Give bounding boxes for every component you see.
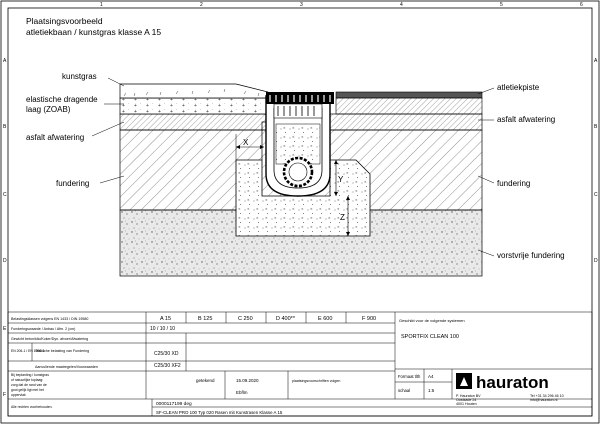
drainage-channel — [266, 92, 334, 196]
date-label: getekend — [196, 378, 215, 383]
hauraton-logo — [456, 373, 549, 392]
frame-row-b-right: B — [594, 124, 598, 130]
frame-row-e: E — [3, 326, 7, 332]
company-contact-1: Tel +31 34 296 46 10 — [530, 394, 564, 398]
footer-note-2: plaatsingsvoorschriften volgen — [292, 379, 341, 383]
frame-row-a-right: A — [594, 58, 598, 64]
class-f900: F 900 — [362, 316, 377, 322]
company-contact-2: info@hauraton.nl — [530, 398, 558, 402]
tb-row-3: Gewicht beton/kilo/Koker/Dyn. afvoer/Afwatering — [11, 337, 89, 341]
label-asfalt-left: asfalt afwatering — [26, 133, 85, 142]
drawn-by: Ebflm — [236, 390, 248, 395]
class-c250: C 250 — [238, 316, 253, 322]
suitable-label: Geschikt voor de volgende systemen — [399, 318, 465, 323]
label-kunstgras: kunstgras — [62, 72, 97, 81]
tb-row-5: Aanvullende maatregelen/Voorwaarden — [35, 365, 98, 369]
format-value: A4 — [428, 374, 434, 379]
tb-code-1: EN 206-1 / EN 1992-2 — [11, 349, 45, 353]
frame-row-d: D — [3, 258, 7, 264]
class-a15: A 15 — [160, 316, 172, 322]
concrete-1: C25/30 XD — [154, 351, 179, 357]
doc-number: 0000117199 deg — [156, 402, 192, 407]
class-d400: D 400** — [276, 316, 295, 322]
cross-section — [120, 84, 482, 276]
concrete-2: C25/30 XF2 — [154, 363, 181, 369]
company-addr-2: Oostkade 24 — [456, 398, 477, 402]
label-elastic-2: laag (ZOAB) — [26, 105, 71, 114]
frame-col-1: 1 — [100, 2, 103, 8]
tb-row-1: Belastingsklassen volgens EN 1433 / DIN 19580 — [11, 317, 89, 321]
tb-row-4: Statische belasting van Fundering — [35, 349, 90, 353]
frame-row-f: F — [3, 392, 7, 398]
format-label: Formaat tlth — [398, 374, 421, 379]
scale-value: 1:5 — [428, 388, 435, 393]
title-block — [8, 312, 592, 416]
footer-note-1: Alle rechten voorbehouden. — [11, 405, 53, 409]
frame-row-c: C — [3, 192, 7, 198]
frame-col-4: 4 — [400, 2, 403, 8]
dim-z-label: Z — [340, 213, 345, 222]
system-name: SPORTFIX CLEAN 100 — [401, 334, 459, 340]
company-addr-1: P. Hauraton BV — [456, 394, 481, 398]
label-fundering-right: fundering — [497, 179, 531, 188]
track-base — [336, 98, 482, 114]
note-2: of natuurlijke toplaag: — [11, 378, 44, 382]
frame-col-2: 2 — [200, 2, 203, 8]
brand-name: hauraton — [476, 373, 549, 392]
label-fundering-left: fundering — [56, 179, 90, 188]
class-e600: E 600 — [318, 316, 333, 322]
title-line-1: Plaatsingsvoorbeeld — [26, 16, 103, 26]
doc-title: SF-CLEAN PRO 100 Typ 020 Rasen mit Kunstrasen Klasse A 15 — [156, 410, 283, 415]
athletic-track-surface — [336, 92, 482, 98]
frame-row-d-right: D — [594, 258, 598, 264]
label-atletiekpiste: atletiekpiste — [497, 83, 540, 92]
dim-values: 10 / 10 / 10 — [150, 326, 176, 332]
note-3: zorg dat de rand van de — [11, 383, 47, 387]
class-b125: B 125 — [198, 316, 213, 322]
dim-y-label: Y — [338, 175, 344, 184]
note-4: goot gelijk ligt met het — [11, 388, 44, 392]
note-5: oppervlak — [11, 393, 26, 397]
company-addr-3: 4001 Houten — [456, 402, 477, 406]
label-vorstvrij: vorstvrije fundering — [497, 251, 565, 260]
frame-col-3: 3 — [300, 2, 303, 8]
frame-row-c-right: C — [594, 192, 598, 198]
frame-row-b: B — [3, 124, 7, 130]
frame-col-6: 6 — [580, 2, 583, 8]
frame-row-a: A — [3, 58, 7, 64]
frame-col-5: 5 — [500, 2, 503, 8]
note-1: Bij beplanting / kunstgras — [11, 373, 49, 377]
scale-label: schaal — [398, 388, 411, 393]
label-elastic-1: elastische dragende — [26, 95, 98, 104]
title-line-2: atletiekbaan / kunstgras klasse A 15 — [26, 27, 162, 37]
tb-row-2: Funderingswaarde / Anbau / Afm. 2 (cm) — [11, 327, 76, 331]
label-asfalt-right: asfalt afwatering — [497, 115, 556, 124]
date-value: 15.09.2020 — [236, 378, 259, 383]
dim-x-label: X — [243, 138, 249, 147]
